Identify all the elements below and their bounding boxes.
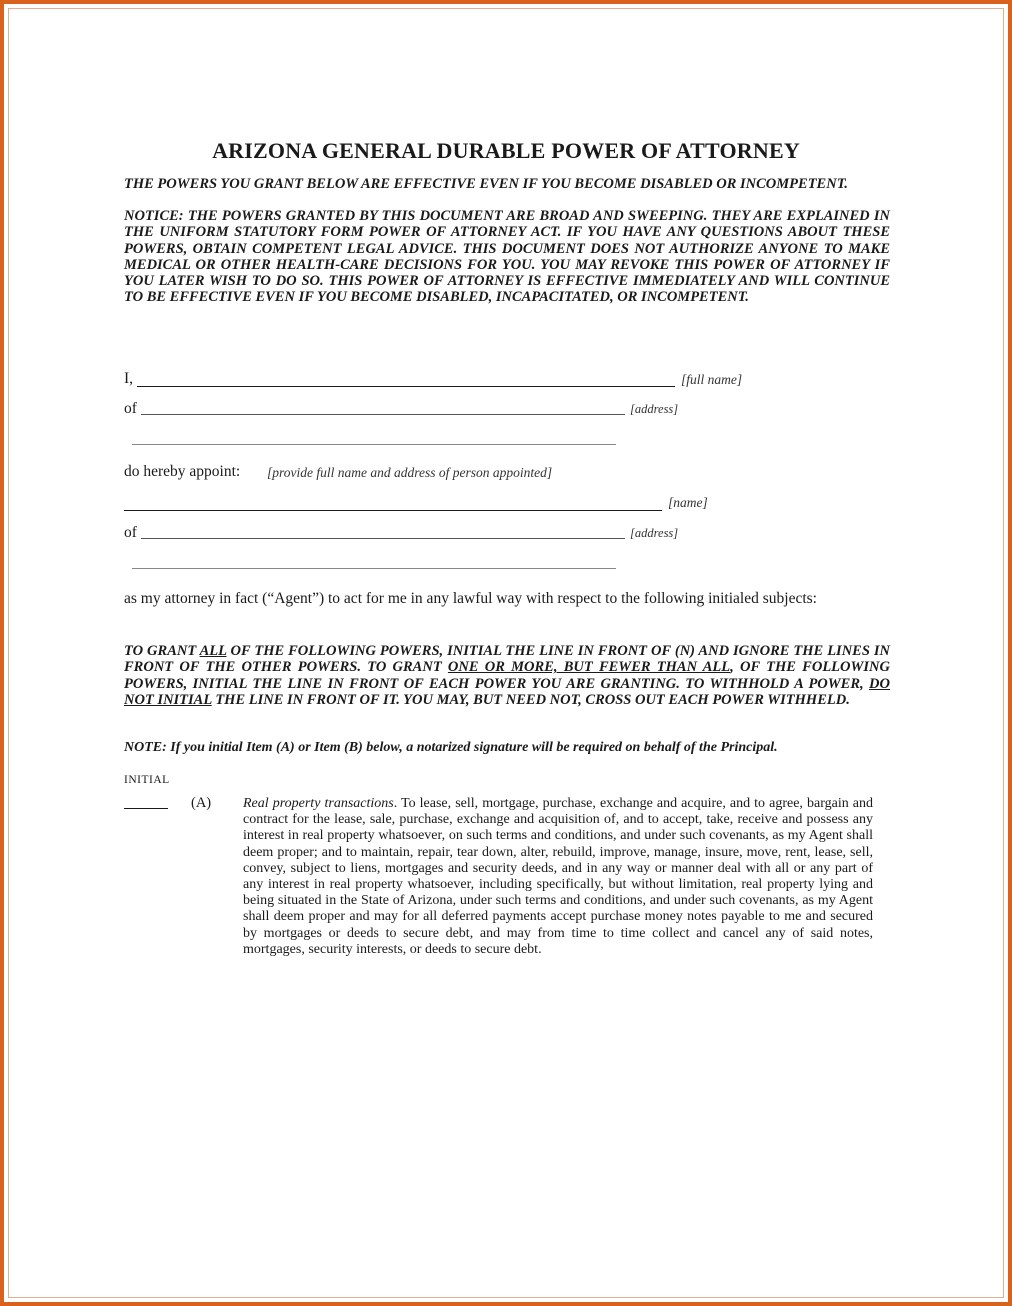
instructions-one-or-more: ONE OR MORE, BUT FEWER THAN ALL [447,659,731,676]
item-a-heading: Real property transactions [243,796,394,811]
instructions-text-3: , OF THE FOLLOWING POWERS, INITIAL THE LINE IN FRONT OF EACH POWER YOU ARE GRANTING. TO WITHHOLD A POWER, [124,659,890,692]
principal-name-line[interactable] [137,386,675,387]
agent-of-label: of [124,524,137,541]
appoint-label: do hereby appoint: [124,463,241,480]
instructions-text-1: TO GRANT [124,643,200,659]
instructions-all: ALL [199,643,227,659]
principal-name-hint: [full name] [681,372,743,387]
document-subtitle: THE POWERS YOU GRANT BELOW ARE EFFECTIVE EVEN IF YOU BECOME DISABLED OR INCOMPETENT. [124,176,848,192]
principal-address-line[interactable] [141,414,625,415]
item-a-text: . To lease, sell, mortgage, purchase, exchange and acquire, and to agree, bargain and contract for the lease, sale, purchase, exchange and acquisition of, and to accept, take, receive and possess any interest in real property whatsoever, on such terms and conditions, and under such covenants, as my Agent shall deem proper; and to maintain, repair, tear down, alter, rebuild, improve, manage, insure, move, rent, lease, sell, convey, subject to liens, mortgages and security deeds, and in any way or manner deal with all or any part of any interest in real property whatsoever, including specifically, but without limitation, real property lying and being situated in the State of Arizona, under such terms and conditions, and under such covenants, as my Agent shall deem proper and may for all deferred payments accept purchase money notes payable to me and secured by mortgages or deeds to secure debt, and may from time to time collect and cancel any of said notes, mortgages, security interests, or deeds to secure debt. [243,796,873,957]
agent-address-line[interactable] [141,538,625,539]
appoint-hint: [provide full name and address of person appointed] [267,465,553,480]
principal-address-line-2[interactable] [132,444,616,445]
agent-paragraph: as my attorney in fact (“Agent”) to act for me in any lawful way with respect to the following initialed subjects: [124,590,817,607]
instructions-text-4: THE LINE IN FRONT OF IT. YOU MAY, BUT NEED NOT, CROSS OUT EACH POWER WITHHELD. [211,691,850,708]
item-a-letter: (A) [191,795,212,811]
principal-address-hint: [address] [630,402,679,416]
principal-of-label: of [124,400,137,417]
agent-name-line[interactable] [124,510,662,511]
agent-address-line-2[interactable] [132,568,616,569]
agent-address-hint: [address] [630,526,679,540]
instructions-text-2: OF THE FOLLOWING POWERS, INITIAL THE LINE IN FRONT OF (N) AND IGNORE THE LINES IN FRONT OF THE OTHER POWERS. TO GRANT [124,643,890,676]
document-title: ARIZONA GENERAL DURABLE POWER OF ATTORNEY [212,138,800,163]
instructions-do-not-initial: DO NOT INITIAL [124,675,890,708]
agent-name-hint: [name] [668,495,708,510]
principal-i-label: I, [124,370,134,387]
item-a-body [243,796,873,958]
note-text: NOTE: If you initial Item (A) or Item (B) below, a notarized signature will be required on behalf of the Principal. [124,740,778,755]
notice-paragraph: NOTICE: THE POWERS GRANTED BY THIS DOCUMENT ARE BROAD AND SWEEPING. THEY ARE EXPLAINED IN THE UNIFORM STATUTORY FORM POWER OF ATTORNEY ACT. IF YOU HAVE ANY QUESTIONS ABOUT THESE POWERS, OBTAIN COMPETENT LEGAL ADVICE. THIS DOCUMENT DOES NOT AUTHORIZE ANYONE TO MAKE MEDICAL OR OTHER HEALTH-CARE DECISIONS FOR YOU. YOU MAY REVOKE THIS POWER OF ATTORNEY IF YOU LATER WISH TO DO SO. THIS POWER OF ATTORNEY IS EFFECTIVE IMMEDIATELY AND WILL CONTINUE TO BE EFFECTIVE EVEN IF YOU BECOME DISABLED, INCAPACITATED, OR INCOMPETENT. [124,208,890,306]
initial-label: INITIAL [124,774,170,786]
initial-line-a[interactable] [124,808,168,809]
instructions-paragraph [124,643,890,708]
